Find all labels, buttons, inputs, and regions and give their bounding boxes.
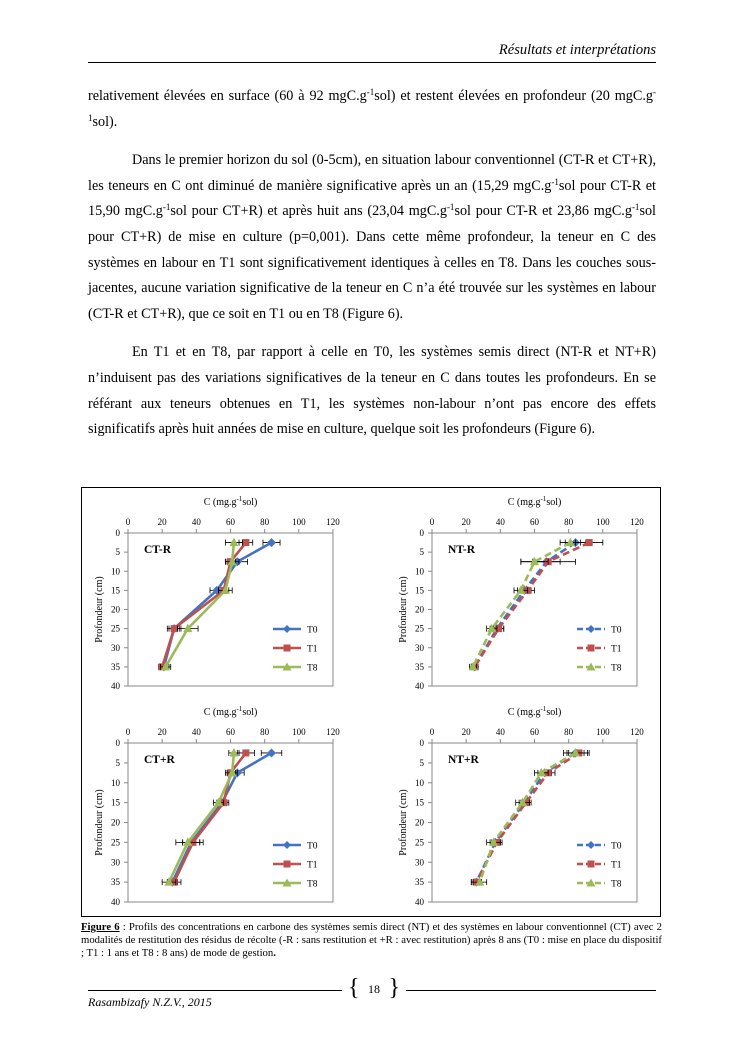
x-tick-label: 60 <box>226 727 235 737</box>
y-tick-label: 10 <box>415 566 424 577</box>
series-line <box>172 753 271 882</box>
y-tick-label: 10 <box>111 777 120 788</box>
chart-title: C $(mg.g^{-1}sol)$ <box>507 495 562 508</box>
x-tick-label: 0 <box>429 517 435 527</box>
series-t1 <box>471 749 589 885</box>
x-tick-label: 0 <box>125 727 131 737</box>
data-point <box>171 625 178 632</box>
x-tick-label: 60 <box>530 517 539 527</box>
y-tick-label: 0 <box>115 528 120 538</box>
x-tick-label: 20 <box>157 517 167 527</box>
legend-label: T8 <box>611 879 622 890</box>
y-tick-label: 5 <box>419 757 424 768</box>
x-tick-label: 120 <box>630 727 644 737</box>
x-tick-label: 40 <box>191 517 201 527</box>
y-tick-label: 10 <box>111 566 120 577</box>
data-point <box>242 539 249 546</box>
y-tick-label: 0 <box>419 738 424 748</box>
y-tick-label: 20 <box>415 604 424 615</box>
chart-ntminusr <box>398 495 644 691</box>
y-tick-label: 0 <box>115 738 120 748</box>
y-tick-label: 40 <box>415 681 424 691</box>
header-section-title: Résultats et interprétations <box>498 42 656 58</box>
paragraph-3: En T1 et en T8, par rapport à celle en T0, les systèmes semis direct (NT-R et NT+R) n’induisent pas des variations significatives de la teneur en C dans toutes les profondeurs. En se référant aux teneurs obtenues en T1, les systèmes non-labour n’ont pas encore des effets significatifs après huit années de mise en culture, quelque soit les profondeurs (Figure 6). <box>88 344 656 438</box>
legend-label: T0 <box>307 841 318 852</box>
x-tick-label: 20 <box>461 727 471 737</box>
x-tick-label: 40 <box>495 517 505 527</box>
series-line <box>480 753 576 882</box>
series-line <box>473 543 570 667</box>
legend-label: T1 <box>307 644 318 655</box>
legend-marker <box>283 625 291 633</box>
legend-label: T1 <box>611 860 622 871</box>
legend-label: T8 <box>611 663 622 674</box>
caption-text: : Profils des concentrations en carbone des systèmes semis direct (NT) et des systèmes en labour conventionnel (CT) avec 2 modalités de restitution des résidus de récolte (-R : sans restitution et +R : avec restitution) après 8 ans (T0 : mise en place du dispositif ; T1 : 1 ans et T8 : 8 ans) de mode de gestion <box>81 921 662 959</box>
y-tick-label: 10 <box>415 777 424 788</box>
x-tick-label: 100 <box>292 727 306 737</box>
body-text <box>88 84 656 456</box>
y-axis-label: Profondeur (cm) <box>398 576 409 643</box>
y-tick-label: 15 <box>415 585 424 596</box>
y-tick-label: 0 <box>419 528 424 538</box>
y-tick-label: 5 <box>419 547 424 558</box>
data-point <box>242 749 249 756</box>
y-tick-label: 20 <box>415 817 424 828</box>
y-tick-label: 5 <box>115 757 120 768</box>
chart-ctminusr <box>94 495 340 691</box>
series-line <box>169 753 234 882</box>
page-number: 18 <box>368 982 380 996</box>
x-tick-label: 20 <box>157 727 167 737</box>
chart-title: C $(mg.g^{-1}sol)$ <box>203 495 258 508</box>
caption-label: Figure 6 <box>81 921 120 933</box>
chart-ntplusr <box>398 705 644 907</box>
x-tick-label: 80 <box>564 517 574 527</box>
y-tick-label: 30 <box>415 857 424 868</box>
footer-author: Rasambizafy N.Z.V., 2015 <box>88 995 212 1009</box>
x-tick-label: 40 <box>191 727 201 737</box>
panel-label: NT+R <box>448 754 479 766</box>
x-tick-label: 120 <box>326 517 340 527</box>
plot-frame <box>432 743 637 902</box>
x-tick-label: 80 <box>260 517 270 527</box>
legend-label: T0 <box>307 625 318 636</box>
plot-frame <box>128 743 333 902</box>
x-tick-label: 80 <box>260 727 270 737</box>
chart-title: C $(mg.g^{-1}sol)$ <box>203 705 258 718</box>
y-axis-label: Profondeur (cm) <box>398 789 409 856</box>
panel-label: CT-R <box>144 544 172 556</box>
y-tick-label: 40 <box>111 897 120 907</box>
y-tick-label: 40 <box>111 681 120 691</box>
running-header <box>88 40 656 63</box>
series-line <box>475 543 590 667</box>
x-tick-label: 100 <box>596 517 610 527</box>
legend-marker <box>588 645 595 652</box>
x-tick-label: 40 <box>495 727 505 737</box>
legend-marker <box>284 645 291 652</box>
series-t0 <box>471 748 587 886</box>
paragraph-2: Dans le premier horizon du sol (0-5cm), en situation labour conventionnel (CT-R et CT+R), les teneurs en C ont diminué de manière significative après un an (15,29 $mgC.g^{-1}sol$ pour CT-R et 15,90 $mgC.g^{-1}sol$ pour CT+R) et après huit ans (23,04 $mgC.g^{-1}sol$ pour CT-R et 23,86 $mgC.g^{-1}sol$ pour CT+R) de mise en culture (p=0,001). Dans cette même profondeur, la teneur en C des systèmes en labour en T1 sont significativement identiques à celles en T8. Dans les couches sous-jacentes, aucune variation significative de la teneur en C n’a été trouvée sur les systèmes en labour (CT-R et CT+R), que ce soit en T1 ou en T8 (Figure 6). <box>88 152 656 322</box>
series-t0 <box>159 538 280 671</box>
series-line <box>476 753 579 882</box>
y-tick-label: 25 <box>415 837 424 848</box>
figure-caption: Figure 6 : Profils des concentrations en carbone des systèmes semis direct (NT) et des systèmes en labour conventionnel (CT) avec 2 modalités de restitution des résidus de récolte (-R : sans restitution et +R : avec restitution) après 8 ans (T0 : mise en place du dispositif ; T1 : 1 ans et T8 : 8 ans) de mode de gestion. <box>81 921 662 959</box>
series-t0 <box>167 748 281 886</box>
x-tick-label: 120 <box>630 517 644 527</box>
y-tick-label: 35 <box>111 661 120 672</box>
paragraph-1: relativement élevées en surface (60 à 92 $mgC.g^{-1}sol$) et restent élevées en profondeur (20 $mgC.g^{-1}sol$). <box>88 87 656 130</box>
y-tick-label: 30 <box>415 642 424 653</box>
series-t0 <box>470 538 586 671</box>
legend-marker <box>284 861 291 868</box>
legend-label: T0 <box>611 841 622 852</box>
data-point <box>586 539 593 546</box>
y-tick-label: 15 <box>111 797 120 808</box>
y-tick-label: 30 <box>111 857 120 868</box>
panel-label: NT-R <box>448 544 476 556</box>
page-number-box: { 18 } <box>342 978 406 1002</box>
x-tick-label: 60 <box>226 517 235 527</box>
series-t8 <box>473 748 584 886</box>
legend-marker <box>587 841 595 849</box>
x-tick-label: 100 <box>596 727 610 737</box>
y-tick-label: 15 <box>415 797 424 808</box>
chart-title: C $(mg.g^{-1}sol)$ <box>507 705 562 718</box>
x-tick-label: 0 <box>125 517 131 527</box>
x-tick-label: 20 <box>461 517 471 527</box>
y-axis-label: Profondeur (cm) <box>94 789 105 856</box>
legend-marker <box>588 861 595 868</box>
y-tick-label: 5 <box>115 547 120 558</box>
series-line <box>476 753 575 882</box>
y-tick-label: 35 <box>415 877 424 888</box>
x-tick-label: 120 <box>326 727 340 737</box>
panel-label: CT+R <box>144 754 175 766</box>
series-t1 <box>471 539 603 670</box>
y-tick-label: 25 <box>111 623 120 634</box>
y-tick-label: 30 <box>111 642 120 653</box>
legend-label: T0 <box>611 625 622 636</box>
legend-label: T8 <box>307 663 318 674</box>
series-t8 <box>162 748 239 886</box>
y-tick-label: 35 <box>415 661 424 672</box>
y-tick-label: 40 <box>415 897 424 907</box>
x-tick-label: 0 <box>429 727 435 737</box>
x-tick-label: 80 <box>564 727 574 737</box>
y-tick-label: 25 <box>111 837 120 848</box>
figure-6 <box>81 487 661 917</box>
y-tick-label: 20 <box>111 817 120 828</box>
y-tick-label: 35 <box>111 877 120 888</box>
legend-label: T1 <box>611 644 622 655</box>
legend-marker <box>283 841 291 849</box>
chart-ctplusr <box>94 705 340 907</box>
x-tick-label: 100 <box>292 517 306 527</box>
legend-label: T1 <box>307 860 318 871</box>
legend-marker <box>587 625 595 633</box>
y-tick-label: 25 <box>415 623 424 634</box>
y-tick-label: 15 <box>111 585 120 596</box>
legend-label: T8 <box>307 879 318 890</box>
y-axis-label: Profondeur (cm) <box>94 576 105 643</box>
y-tick-label: 20 <box>111 604 120 615</box>
x-tick-label: 60 <box>530 727 539 737</box>
figure-6-charts <box>82 488 660 916</box>
data-point <box>229 538 238 547</box>
series-line <box>164 543 272 667</box>
